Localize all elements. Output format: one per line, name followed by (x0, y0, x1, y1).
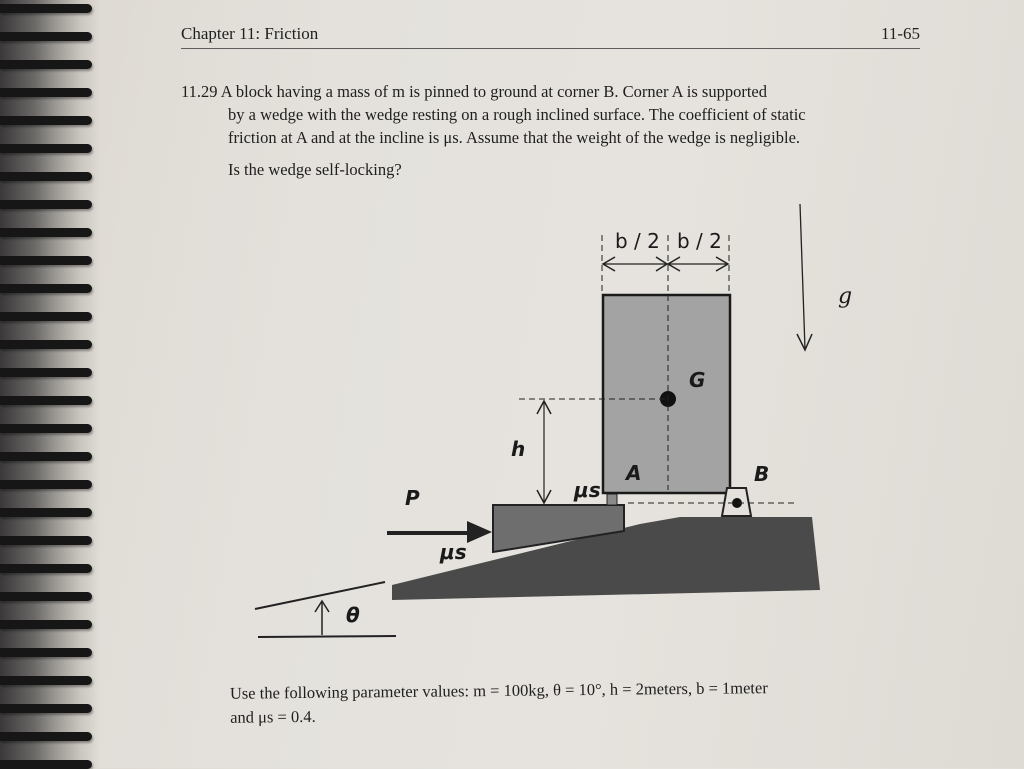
problem-line-2: by a wedge with the wedge resting on a rough inclined surface. The coefficient of static (228, 105, 806, 124)
gravity-arrow (800, 204, 805, 349)
label-corner-b: B (754, 462, 770, 486)
problem-question: Is the wedge self-locking? (228, 160, 402, 179)
label-center-of-mass: G (689, 368, 706, 392)
label-corner-a: A (626, 461, 642, 485)
horizontal-reference-line (258, 636, 396, 637)
label-b-half-right: b / 2 (677, 229, 722, 253)
problem-line-1: 11.29 A block having a mass of m is pinned to ground at corner B. Corner A is supported (181, 82, 767, 101)
parameter-values (230, 674, 950, 730)
problem-line-3: friction at A and at the incline is μs. Assume that the weight of the wedge is negligible. (228, 128, 801, 147)
parameters-line-1: Use the following parameter values: m = 100kg, θ = 10°, h = 2meters, b = 1meter (229, 678, 768, 703)
label-theta: θ (346, 603, 360, 627)
parameters-line-2: and μs = 0.4. (230, 706, 316, 727)
problem-number: 11.29 (181, 82, 218, 101)
chapter-title: Chapter 11: Friction (181, 24, 319, 43)
label-height: h (511, 437, 526, 461)
label-mu-s-top: μs (574, 478, 601, 502)
page-number: 11-65 (880, 24, 920, 43)
label-b-half-left: b / 2 (615, 229, 660, 253)
contact-pad-a (607, 494, 617, 505)
label-gravity: g (838, 284, 853, 309)
label-force-p: P (405, 486, 420, 510)
label-mu-s-incline: μs (440, 540, 467, 564)
force-p-arrowhead (467, 521, 492, 543)
